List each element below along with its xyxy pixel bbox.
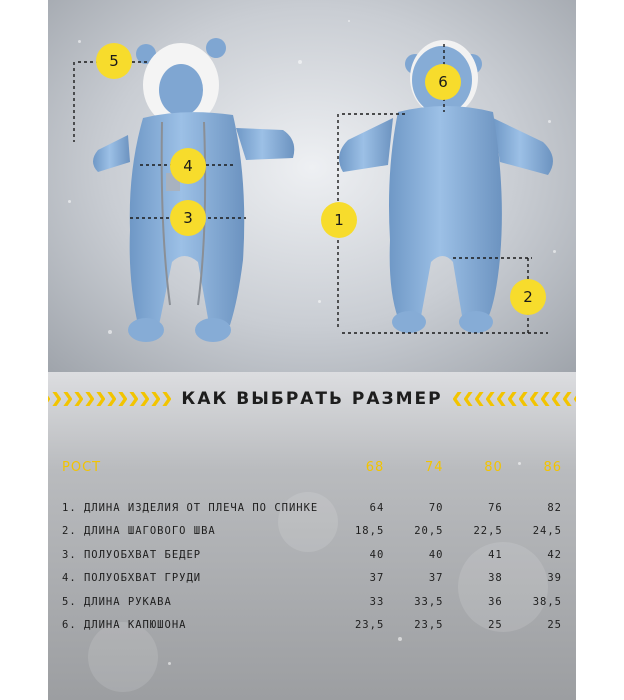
marker-5: 5 — [96, 43, 132, 79]
size-header: 68 — [365, 459, 385, 475]
marker-1: 1 — [321, 202, 357, 238]
cell-value: 18,5 — [354, 525, 385, 538]
cell-value: 38 — [488, 572, 503, 585]
marker-4: 4 — [170, 148, 206, 184]
table-row — [62, 496, 562, 520]
jumpsuit-front — [93, 38, 294, 342]
table-row — [62, 520, 562, 544]
cell-value: 33,5 — [414, 595, 444, 608]
table-row — [62, 614, 562, 638]
chevrons-left-decoration — [48, 392, 171, 406]
height-header: РОСТ — [62, 459, 102, 475]
cell-value: 25 — [547, 619, 562, 632]
cell-value: 33 — [369, 595, 385, 608]
table-title: КАК ВЫБРАТЬ РАЗМЕР — [181, 389, 443, 409]
size-header: 74 — [424, 459, 444, 475]
cell-value: 38,5 — [532, 595, 562, 608]
size-table-panel — [48, 372, 576, 700]
row-label: 3. ПОЛУОБХВАТ БЕДЕР — [62, 548, 202, 561]
size-header: 80 — [484, 459, 503, 475]
size-header: 86 — [543, 459, 562, 475]
title-bar — [48, 386, 576, 412]
cell-value: 24,5 — [532, 525, 562, 538]
cell-value: 41 — [488, 548, 503, 561]
row-label: 5. ДЛИНА РУКАВА — [62, 595, 172, 608]
row-label: 2. ДЛИНА ШАГОВОГО ШВА — [62, 525, 216, 538]
table-header-row — [62, 452, 562, 482]
cell-value: 22,5 — [473, 525, 503, 538]
marker-2: 2 — [510, 279, 546, 315]
marker-3: 3 — [170, 200, 206, 236]
table-row — [62, 567, 562, 591]
cell-value: 40 — [369, 548, 385, 561]
cell-value: 36 — [488, 595, 503, 608]
cell-value: 70 — [428, 501, 444, 514]
cell-value: 42 — [547, 548, 562, 561]
cell-value: 23,5 — [414, 619, 444, 632]
cell-value: 40 — [428, 548, 444, 561]
cell-value: 82 — [547, 501, 562, 514]
cell-value: 23,5 — [354, 619, 385, 632]
row-label: 4. ПОЛУОБХВАТ ГРУДИ — [62, 572, 202, 585]
product-photo-panel — [48, 0, 576, 372]
cell-value: 64 — [369, 501, 385, 514]
row-label: 1. ДЛИНА ИЗДЕЛИЯ ОТ ПЛЕЧА ПО СПИНКЕ — [62, 501, 319, 514]
marker-6: 6 — [425, 64, 461, 100]
chevrons-right-decoration — [453, 392, 576, 406]
size-table — [62, 452, 562, 637]
row-label: 6. ДЛИНА КАПЮШОНА — [62, 619, 187, 632]
cell-value: 25 — [488, 619, 503, 632]
cell-value: 37 — [369, 572, 385, 585]
cell-value: 37 — [428, 572, 444, 585]
cell-value: 20,5 — [414, 525, 444, 538]
table-row — [62, 590, 562, 614]
cell-value: 76 — [488, 501, 503, 514]
cell-value: 39 — [547, 572, 562, 585]
table-row — [62, 543, 562, 567]
